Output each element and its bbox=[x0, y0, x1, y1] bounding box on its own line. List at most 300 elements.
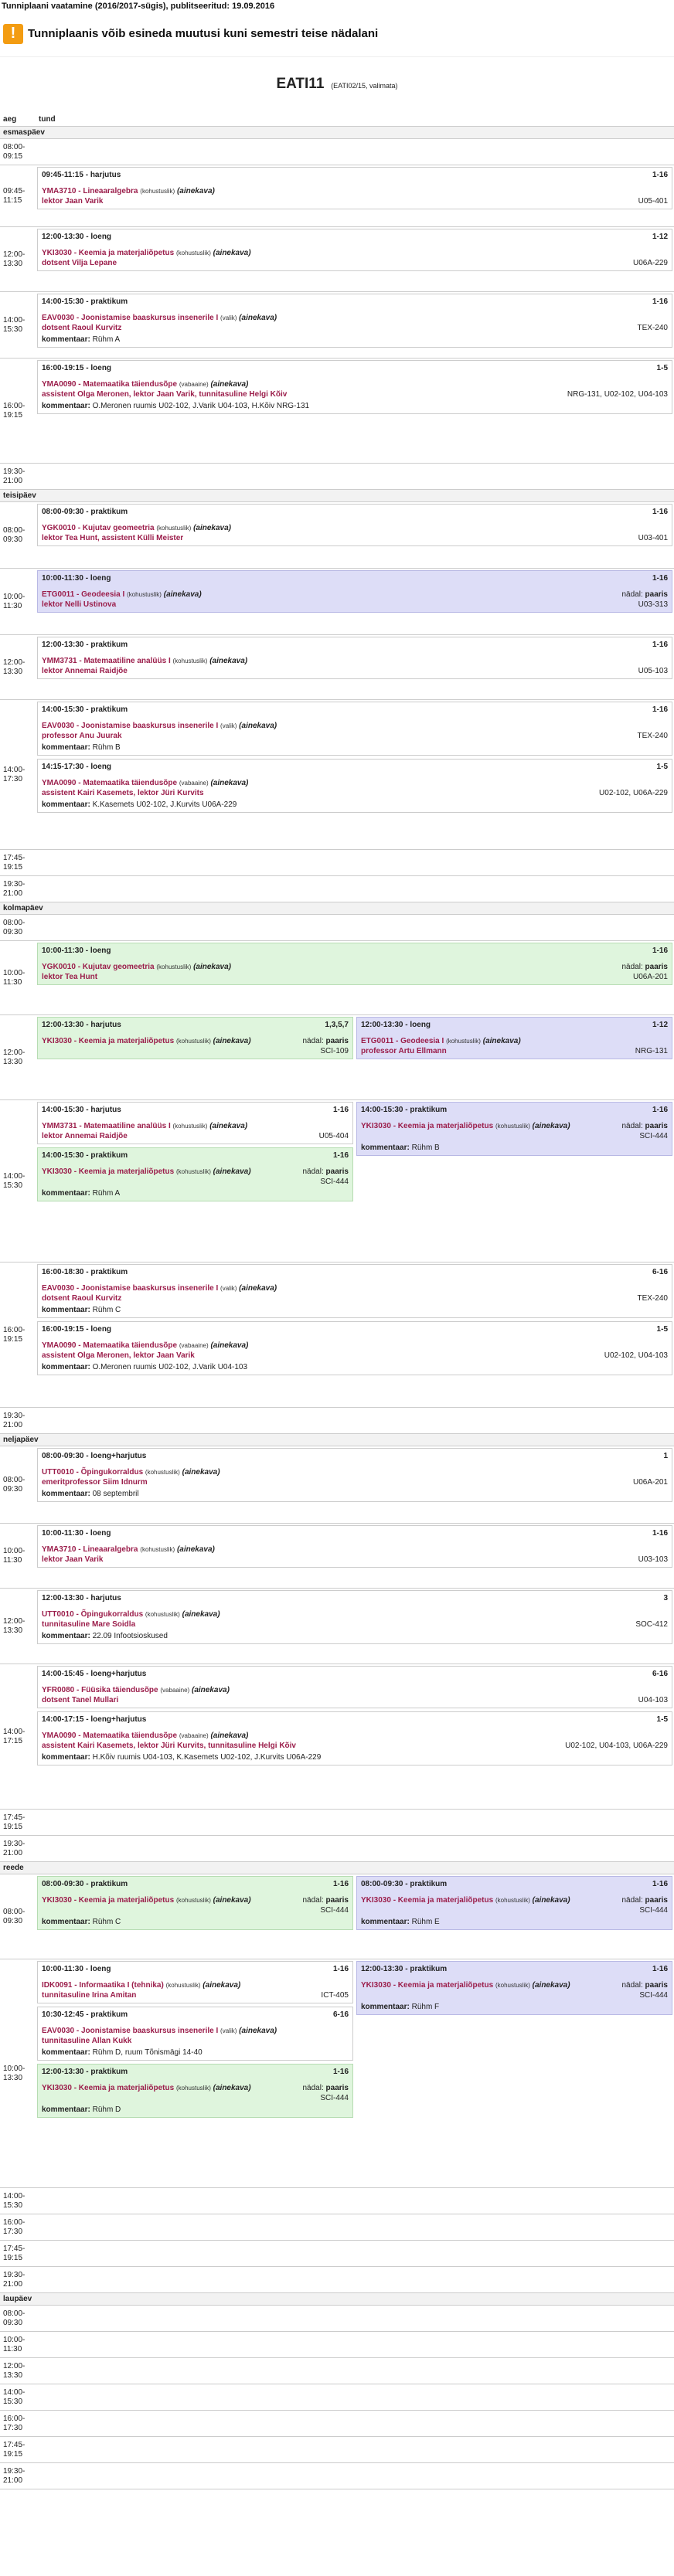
course-type: (kohustuslik) bbox=[140, 1546, 175, 1553]
room-link[interactable]: U02-102, U04-103, U06A-229 bbox=[565, 1742, 668, 1750]
room-link[interactable]: SOC-412 bbox=[635, 1620, 668, 1629]
week-parity-value: paaris bbox=[645, 963, 668, 971]
slot-content bbox=[36, 2384, 674, 2410]
teacher-link[interactable]: lektor Jaan Varik bbox=[42, 1555, 104, 1564]
course-type: (kohustuslik) bbox=[156, 525, 192, 532]
comment-text: 22.09 Infootsioskused bbox=[92, 1632, 168, 1640]
teacher-link[interactable]: dotsent Raoul Kurvitz bbox=[42, 1294, 122, 1303]
slot-time: 10:00-11:30 bbox=[3, 592, 26, 610]
slot-content bbox=[36, 1524, 674, 1588]
course-info bbox=[361, 1036, 521, 1046]
course-link[interactable]: EAV0030 - Joonistamise baaskursus insenerile I bbox=[42, 2027, 219, 2035]
slot-column bbox=[37, 167, 672, 225]
course-link[interactable]: ETG0011 - Geodeesia I bbox=[42, 590, 125, 599]
slot-time: 12:00-13:30 bbox=[3, 2361, 26, 2380]
comment-text: Rühm A bbox=[92, 335, 121, 344]
room-link[interactable]: U05-103 bbox=[638, 667, 668, 675]
course-link[interactable]: YKI3030 - Keemia ja materjaliõpetus bbox=[42, 249, 175, 257]
lesson-header bbox=[42, 1324, 668, 1334]
slot-time: 08:00-09:30 bbox=[3, 1907, 26, 1925]
time-slot-row bbox=[0, 635, 674, 700]
course-type: (kohustuslik) bbox=[156, 963, 192, 970]
room-link[interactable]: SCI-444 bbox=[320, 2094, 349, 2102]
lesson-time-type: 14:00-15:30 - harjutus bbox=[42, 1106, 121, 1114]
ainekava-link[interactable]: (ainekava) bbox=[213, 1167, 251, 1176]
slot-column bbox=[37, 1017, 353, 1098]
course-type: (vabaaine) bbox=[179, 780, 209, 787]
time-slot-row bbox=[0, 464, 674, 490]
course-type: (kohustuslik) bbox=[140, 188, 175, 195]
lesson-card bbox=[37, 2064, 353, 2118]
course-info bbox=[42, 1980, 240, 1990]
teacher-link[interactable]: assistent Kairi Kasemets, lektor Jüri Kurvits, tunnitasuline Helgi Kõiv bbox=[42, 1742, 296, 1750]
teacher-link[interactable]: professor Artu Ellmann bbox=[361, 1047, 447, 1055]
course-info bbox=[361, 1895, 570, 1905]
room-link[interactable]: SCI-444 bbox=[639, 1991, 668, 2000]
week-parity bbox=[303, 1895, 349, 1905]
teacher-link[interactable]: tunnitasuline Allan Kukk bbox=[42, 2037, 132, 2045]
teacher-link[interactable]: dotsent Vilja Lepane bbox=[42, 259, 117, 267]
lesson-card bbox=[37, 167, 672, 209]
lesson-time-type: 16:00-19:15 - loeng bbox=[42, 1325, 112, 1334]
notice-text: Tunniplaanis võib esineda muutusi kuni semestri teise nädalani bbox=[28, 27, 379, 40]
course-row bbox=[42, 778, 668, 788]
slot-content bbox=[36, 1263, 674, 1407]
day-header: teisipäev bbox=[0, 490, 674, 502]
group-title bbox=[0, 57, 674, 113]
lesson-time-type: 10:00-11:30 - loeng bbox=[42, 1965, 111, 1973]
time-slot-row bbox=[0, 165, 674, 227]
lesson-time-type: 10:00-11:30 - loeng bbox=[42, 946, 111, 955]
lesson-header bbox=[42, 573, 668, 583]
ainekava-link[interactable]: (ainekava) bbox=[239, 722, 277, 730]
teacher-link[interactable]: assistent Kairi Kasemets, lektor Jüri Kurvits bbox=[42, 789, 204, 797]
column-header-lesson: tund bbox=[39, 115, 56, 124]
slot-column bbox=[37, 1264, 672, 1405]
slot-column bbox=[37, 702, 672, 848]
teacher-link[interactable]: lektor Jaan Varik bbox=[42, 197, 104, 206]
week-parity-label: nädal: bbox=[621, 1981, 643, 1990]
course-row bbox=[42, 523, 668, 533]
room-link[interactable]: SCI-109 bbox=[320, 1047, 349, 1055]
slot-content bbox=[36, 2241, 674, 2266]
room-link[interactable]: U03-103 bbox=[638, 1555, 668, 1564]
comment-text: 08 septembril bbox=[92, 1490, 139, 1498]
slot-time: 19:30-21:00 bbox=[3, 2466, 26, 2485]
teacher-link[interactable]: professor Anu Juurak bbox=[42, 732, 122, 740]
ainekava-link[interactable]: (ainekava) bbox=[209, 1122, 248, 1130]
warning-icon: ! bbox=[3, 24, 23, 44]
comment-label: kommentaar: bbox=[42, 1363, 90, 1371]
course-info bbox=[42, 248, 251, 258]
course-type: (kohustuslik) bbox=[145, 1611, 180, 1618]
slot-time: 09:45-11:15 bbox=[3, 186, 26, 205]
lesson-time-type: 16:00-19:15 - loeng bbox=[42, 364, 112, 372]
teacher-link[interactable]: dotsent Raoul Kurvitz bbox=[42, 324, 122, 332]
lesson-weeks: 1-5 bbox=[656, 364, 668, 372]
lesson-weeks: 1-16 bbox=[652, 1529, 668, 1538]
room-link[interactable]: U03-401 bbox=[638, 534, 668, 542]
course-link[interactable]: YMA0090 - Matemaatika täiendusõpe bbox=[42, 1341, 178, 1350]
lesson-card bbox=[37, 1666, 672, 1708]
teacher-room-row bbox=[42, 1477, 668, 1487]
lesson-weeks: 1-16 bbox=[652, 1106, 668, 1114]
time-slot-row bbox=[0, 2463, 674, 2489]
course-link[interactable]: YKI3030 - Keemia ja materjaliõpetus bbox=[42, 1167, 175, 1176]
course-link[interactable]: EAV0030 - Joonistamise baaskursus insenerile I bbox=[42, 1284, 219, 1293]
ainekava-link[interactable]: (ainekava) bbox=[213, 1037, 251, 1045]
course-link[interactable]: YMA0090 - Matemaatika täiendusõpe bbox=[42, 779, 178, 787]
lesson-header bbox=[42, 507, 668, 517]
comment-label: kommentaar: bbox=[42, 1306, 90, 1314]
lesson-header bbox=[42, 2010, 349, 2020]
lesson-comment bbox=[42, 1362, 668, 1372]
ainekava-link[interactable]: (ainekava) bbox=[210, 1731, 249, 1740]
week-parity-label: nädal: bbox=[302, 2084, 324, 2092]
course-row bbox=[42, 721, 668, 731]
lesson-comment bbox=[42, 1752, 668, 1762]
ainekava-link[interactable]: (ainekava) bbox=[182, 1610, 220, 1619]
lesson-card bbox=[356, 1876, 672, 1930]
course-link[interactable]: YGK0010 - Kujutav geomeetria bbox=[42, 524, 155, 532]
course-row bbox=[42, 1121, 349, 1131]
lesson-time-type: 14:00-15:30 - praktikum bbox=[42, 297, 128, 306]
week-parity-label: nädal: bbox=[621, 1896, 643, 1905]
lesson-header bbox=[42, 1879, 349, 1889]
teacher-room-row bbox=[42, 389, 668, 399]
course-info bbox=[42, 1685, 230, 1695]
teacher-room-row bbox=[42, 196, 668, 206]
teacher-link[interactable]: lektor Annemai Raidjõe bbox=[42, 1132, 128, 1140]
comment-label: kommentaar: bbox=[42, 1632, 90, 1640]
room-link[interactable]: NRG-131 bbox=[635, 1047, 668, 1055]
ainekava-link[interactable]: (ainekava) bbox=[239, 314, 277, 322]
comment-label: kommentaar: bbox=[42, 1189, 90, 1198]
slot-time: 14:00-15:30 bbox=[3, 1171, 26, 1190]
comment-text: O.Meronen ruumis U02-102, J.Varik U04-103 bbox=[92, 1363, 248, 1371]
comment-text: Rühm B bbox=[92, 743, 121, 752]
ainekava-link[interactable]: (ainekava) bbox=[210, 1341, 249, 1350]
ainekava-link[interactable]: (ainekava) bbox=[203, 1981, 241, 1990]
ainekava-link[interactable]: (ainekava) bbox=[210, 380, 249, 389]
slot-time: 12:00-13:30 bbox=[3, 1616, 26, 1635]
lesson-card bbox=[37, 637, 672, 679]
lesson-time-type: 12:00-13:30 - loeng bbox=[42, 233, 112, 241]
course-row bbox=[42, 1283, 668, 1293]
course-link[interactable]: YKI3030 - Keemia ja materjaliõpetus bbox=[361, 1981, 494, 1990]
room-link[interactable]: U06A-201 bbox=[632, 1478, 668, 1487]
slot-content bbox=[36, 915, 674, 940]
lesson-weeks: 1-16 bbox=[332, 2068, 349, 2076]
room-link[interactable]: U05-404 bbox=[318, 1132, 349, 1140]
teacher-link[interactable]: lektor Nelli Ustinova bbox=[42, 600, 117, 609]
time-slot-row bbox=[0, 227, 674, 292]
lesson-weeks: 1-16 bbox=[332, 1151, 349, 1160]
room-link[interactable]: TEX-240 bbox=[637, 1294, 668, 1303]
slot-content bbox=[36, 292, 674, 358]
lesson-weeks: 1-16 bbox=[652, 946, 668, 955]
room-link[interactable]: SCI-444 bbox=[639, 1132, 668, 1140]
ainekava-link[interactable]: (ainekava) bbox=[209, 657, 248, 665]
room-link[interactable]: U02-102, U06A-229 bbox=[599, 789, 668, 797]
room-link[interactable]: U03-313 bbox=[638, 600, 668, 609]
lesson-time-type: 14:15-17:30 - loeng bbox=[42, 763, 112, 771]
teacher-link[interactable]: tunnitasuline Irina Amitan bbox=[42, 1991, 137, 2000]
slot-time: 16:00-19:15 bbox=[3, 1325, 26, 1344]
course-link[interactable]: YMA3710 - Lineaaralgebra bbox=[42, 1545, 138, 1554]
room-link[interactable]: SCI-444 bbox=[320, 1178, 349, 1186]
time-slot-row bbox=[0, 700, 674, 850]
course-type: (kohustuslik) bbox=[165, 1982, 201, 1989]
lesson-card bbox=[37, 229, 672, 271]
course-type: (valik) bbox=[220, 2027, 237, 2034]
teacher-link[interactable]: lektor Tea Hunt bbox=[42, 973, 98, 981]
day-header: neljapäev bbox=[0, 1434, 674, 1446]
course-link[interactable]: IDK0091 - Informaatika I (tehnika) bbox=[42, 1981, 164, 1990]
room-link[interactable]: SCI-444 bbox=[320, 1906, 349, 1915]
course-link[interactable]: YMA0090 - Matemaatika täiendusõpe bbox=[42, 380, 178, 389]
lesson-header bbox=[42, 232, 668, 242]
course-link[interactable]: EAV0030 - Joonistamise baaskursus insenerile I bbox=[42, 722, 219, 730]
course-link[interactable]: YKI3030 - Keemia ja materjaliõpetus bbox=[361, 1896, 494, 1905]
course-row bbox=[42, 1895, 349, 1905]
course-info bbox=[42, 1341, 248, 1351]
slot-content bbox=[36, 569, 674, 634]
course-info bbox=[42, 379, 248, 389]
ainekava-link[interactable]: (ainekava) bbox=[482, 1037, 521, 1045]
course-link[interactable]: YMA3710 - Lineaaralgebra bbox=[42, 187, 138, 195]
slot-column bbox=[356, 1961, 672, 2186]
lesson-time-type: 10:00-11:30 - loeng bbox=[42, 1529, 111, 1538]
lesson-weeks: 1-16 bbox=[652, 171, 668, 179]
teacher-link[interactable]: tunnitasuline Mare Soidla bbox=[42, 1620, 136, 1629]
lesson-time-type: 10:30-12:45 - praktikum bbox=[42, 2010, 128, 2019]
course-type: (vabaaine) bbox=[179, 1732, 209, 1739]
week-parity-value: paaris bbox=[645, 1896, 668, 1905]
lesson-weeks: 1-16 bbox=[652, 508, 668, 516]
teacher-room-row bbox=[42, 1695, 668, 1705]
slot-time: 10:00-13:30 bbox=[3, 2064, 26, 2082]
slot-time: 17:45-19:15 bbox=[3, 853, 26, 872]
comment-label: kommentaar: bbox=[42, 2105, 90, 2114]
lesson-card bbox=[37, 570, 672, 613]
slot-content bbox=[36, 2358, 674, 2384]
week-parity-value: paaris bbox=[325, 2084, 349, 2092]
lesson-weeks: 6-16 bbox=[652, 1268, 668, 1276]
lesson-comment bbox=[42, 2105, 349, 2115]
teacher-link[interactable]: assistent Olga Meronen, lektor Jaan Varik, tunnitasuline Helgi Kõiv bbox=[42, 390, 288, 399]
teacher-link[interactable]: dotsent Tanel Mullari bbox=[42, 1696, 119, 1704]
slot-time: 12:00-13:30 bbox=[3, 658, 26, 676]
lesson-header bbox=[42, 1528, 668, 1538]
slot-column bbox=[37, 229, 672, 290]
lesson-card bbox=[37, 1017, 353, 1059]
course-row bbox=[42, 1685, 668, 1695]
time-slot-row bbox=[0, 1100, 674, 1263]
lesson-time-type: 14:00-15:30 - praktikum bbox=[42, 1151, 128, 1160]
teacher-link[interactable]: lektor Annemai Raidjõe bbox=[42, 667, 128, 675]
course-type: (kohustuslik) bbox=[175, 2085, 211, 2092]
lesson-header bbox=[42, 1150, 349, 1161]
time-slot-row bbox=[0, 2214, 674, 2241]
lesson-header bbox=[42, 1267, 668, 1277]
course-row bbox=[42, 1731, 668, 1741]
week-parity-label: nädal: bbox=[621, 963, 643, 971]
slot-content bbox=[36, 1836, 674, 1861]
slot-time: 19:30-21:00 bbox=[3, 467, 26, 485]
course-link[interactable]: YMM3731 - Matemaatiline analüüs I bbox=[42, 1122, 171, 1130]
course-link[interactable]: UTT0010 - Õpingukorraldus bbox=[42, 1610, 144, 1619]
slot-column bbox=[37, 1102, 353, 1260]
teacher-link[interactable]: lektor Tea Hunt, assistent Külli Meister bbox=[42, 534, 184, 542]
course-link[interactable]: UTT0010 - Õpingukorraldus bbox=[42, 1468, 144, 1477]
course-row bbox=[42, 656, 668, 666]
room-link[interactable]: TEX-240 bbox=[637, 324, 668, 332]
course-link[interactable]: YGK0010 - Kujutav geomeetria bbox=[42, 963, 155, 971]
teacher-room-row bbox=[42, 1905, 349, 1915]
slot-time: 17:45-19:15 bbox=[3, 2440, 26, 2459]
week-parity-label: nädal: bbox=[621, 590, 643, 599]
slot-column bbox=[356, 1017, 672, 1098]
teacher-link[interactable]: emeritprofessor Siim Idnurm bbox=[42, 1478, 148, 1487]
ainekava-link[interactable]: (ainekava) bbox=[213, 2084, 251, 2092]
lesson-comment bbox=[361, 1143, 668, 1153]
lesson-header bbox=[42, 640, 668, 650]
course-link[interactable]: YFR0080 - Füüsika täiendusõpe bbox=[42, 1686, 158, 1694]
week-parity bbox=[622, 1895, 669, 1905]
teacher-room-row bbox=[42, 533, 668, 543]
time-slot-row bbox=[0, 876, 674, 902]
lesson-card bbox=[37, 360, 672, 414]
slot-content bbox=[36, 700, 674, 849]
ainekava-link[interactable]: (ainekava) bbox=[191, 1686, 230, 1694]
teacher-link[interactable]: assistent Olga Meronen, lektor Jaan Varik bbox=[42, 1351, 195, 1360]
ainekava-link[interactable]: (ainekava) bbox=[239, 2027, 277, 2035]
course-row bbox=[361, 1121, 668, 1131]
comment-label: kommentaar: bbox=[42, 743, 90, 752]
lesson-header bbox=[42, 1105, 349, 1115]
time-slot-row bbox=[0, 1263, 674, 1408]
ainekava-link[interactable]: (ainekava) bbox=[182, 1468, 220, 1477]
course-link[interactable]: ETG0011 - Geodeesia I bbox=[361, 1037, 444, 1045]
slot-time: 12:00-13:30 bbox=[3, 250, 26, 268]
room-link[interactable]: U04-103 bbox=[638, 1696, 668, 1704]
course-type: (kohustuslik) bbox=[175, 1168, 211, 1175]
ainekava-link[interactable]: (ainekava) bbox=[210, 779, 249, 787]
course-row bbox=[42, 313, 668, 323]
room-link[interactable]: U06A-229 bbox=[632, 259, 668, 267]
slot-column bbox=[37, 1448, 672, 1521]
course-type: (vabaaine) bbox=[179, 381, 209, 388]
lesson-card bbox=[356, 1961, 672, 2015]
day-header: reede bbox=[0, 1862, 674, 1874]
room-link[interactable]: SCI-444 bbox=[639, 1906, 668, 1915]
ainekava-link[interactable]: (ainekava) bbox=[193, 963, 231, 971]
week-parity-label: nädal: bbox=[302, 1037, 324, 1045]
ainekava-link[interactable]: (ainekava) bbox=[163, 590, 202, 599]
room-link[interactable]: U02-102, U04-103 bbox=[604, 1351, 668, 1360]
time-slot-row bbox=[0, 1874, 674, 1959]
ainekava-link[interactable]: (ainekava) bbox=[532, 1122, 570, 1130]
slot-time: 17:45-19:15 bbox=[3, 1813, 26, 1831]
room-link[interactable]: U05-401 bbox=[638, 197, 668, 206]
lesson-weeks: 1-12 bbox=[652, 233, 668, 241]
ainekava-link[interactable]: (ainekava) bbox=[213, 249, 251, 257]
slot-time: 10:00-11:30 bbox=[3, 968, 26, 987]
lesson-weeks: 1-16 bbox=[652, 705, 668, 714]
ainekava-link[interactable]: (ainekava) bbox=[176, 187, 215, 195]
ainekava-link[interactable]: (ainekava) bbox=[532, 1896, 570, 1905]
lesson-card bbox=[37, 1321, 672, 1375]
slot-column bbox=[37, 294, 672, 356]
slot-content bbox=[36, 2437, 674, 2462]
comment-label: kommentaar: bbox=[42, 402, 90, 410]
lesson-time-type: 12:00-13:30 - loeng bbox=[361, 1021, 431, 1029]
slot-content bbox=[36, 227, 674, 291]
teacher-room-row bbox=[42, 1293, 668, 1303]
lesson-comment bbox=[42, 1631, 668, 1641]
comment-text: O.Meronen ruumis U02-102, J.Varik U04-103, H.Kõiv NRG-131 bbox=[92, 402, 310, 410]
week-parity-value: paaris bbox=[645, 1122, 668, 1130]
lesson-weeks: 1-16 bbox=[332, 1880, 349, 1888]
lesson-card bbox=[37, 1711, 672, 1765]
course-row bbox=[42, 2083, 349, 2093]
course-link[interactable]: YMM3731 - Matemaatiline analüüs I bbox=[42, 657, 171, 665]
lesson-time-type: 09:45-11:15 - harjutus bbox=[42, 171, 121, 179]
lesson-time-type: 10:00-11:30 - loeng bbox=[42, 574, 111, 583]
ainekava-link[interactable]: (ainekava) bbox=[176, 1545, 215, 1554]
course-link[interactable]: EAV0030 - Joonistamise baaskursus insenerile I bbox=[42, 314, 219, 322]
teacher-room-row bbox=[42, 1990, 349, 2000]
course-link[interactable]: YMA0090 - Matemaatika täiendusõpe bbox=[42, 1731, 178, 1740]
ainekava-link[interactable]: (ainekava) bbox=[239, 1284, 277, 1293]
teacher-room-row bbox=[42, 1555, 668, 1565]
slot-time: 14:00-15:30 bbox=[3, 2387, 26, 2406]
room-link[interactable]: NRG-131, U02-102, U04-103 bbox=[567, 390, 668, 399]
course-link[interactable]: YKI3030 - Keemia ja materjaliõpetus bbox=[42, 1037, 175, 1045]
course-row bbox=[42, 379, 668, 389]
slot-time: 16:00-17:30 bbox=[3, 2217, 26, 2236]
course-info bbox=[42, 1609, 220, 1619]
lesson-card bbox=[37, 702, 672, 756]
room-link[interactable]: ICT-405 bbox=[321, 1991, 349, 2000]
ainekava-link[interactable]: (ainekava) bbox=[213, 1896, 251, 1905]
time-slot-row bbox=[0, 915, 674, 941]
lesson-comment bbox=[42, 401, 668, 411]
lesson-header bbox=[42, 705, 668, 715]
lesson-header bbox=[361, 1879, 668, 1889]
room-link[interactable]: U06A-201 bbox=[632, 973, 668, 981]
time-slot-row bbox=[0, 2188, 674, 2214]
course-info bbox=[42, 962, 231, 972]
lesson-comment bbox=[42, 335, 668, 345]
slot-column bbox=[37, 504, 672, 566]
course-info bbox=[42, 721, 277, 731]
lesson-header bbox=[42, 297, 668, 307]
ainekava-link[interactable]: (ainekava) bbox=[532, 1981, 570, 1990]
slot-content bbox=[36, 941, 674, 1014]
course-link[interactable]: YKI3030 - Keemia ja materjaliõpetus bbox=[361, 1122, 494, 1130]
course-link[interactable]: YKI3030 - Keemia ja materjaliõpetus bbox=[42, 2084, 175, 2092]
course-link[interactable]: YKI3030 - Keemia ja materjaliõpetus bbox=[42, 1896, 175, 1905]
day-header: laupäev bbox=[0, 2293, 674, 2306]
room-link[interactable]: TEX-240 bbox=[637, 732, 668, 740]
ainekava-link[interactable]: (ainekava) bbox=[193, 524, 231, 532]
comment-text: Rühm C bbox=[92, 1918, 121, 1926]
teacher-room-row bbox=[42, 1351, 668, 1361]
lesson-weeks: 1-16 bbox=[652, 641, 668, 649]
comment-text: Rühm C bbox=[92, 1306, 121, 1314]
